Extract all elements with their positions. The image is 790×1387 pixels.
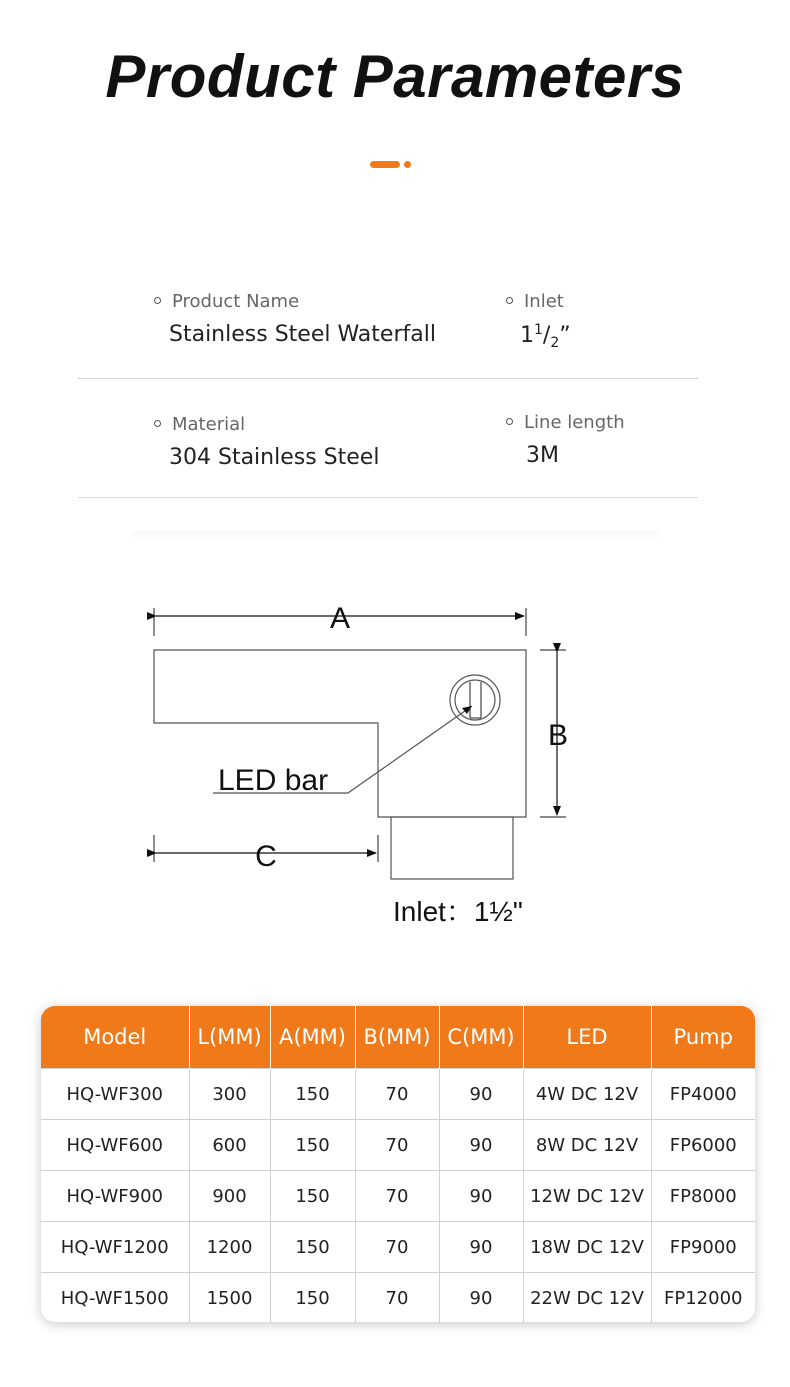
accent-dot [404, 161, 411, 168]
param-line-length [506, 412, 625, 468]
parameters-table [41, 1006, 755, 1322]
cell-b: 70 [355, 1171, 439, 1222]
cell-model: HQ-WF300 [41, 1069, 189, 1120]
table-row [41, 1120, 755, 1171]
inlet-mark: ” [559, 323, 571, 348]
cell-b: 70 [355, 1273, 439, 1323]
inlet-numerator: 1 [534, 322, 543, 338]
cell-l: 600 [189, 1120, 270, 1171]
cell-pump: FP6000 [651, 1120, 755, 1171]
inlet-denominator: 2 [550, 335, 560, 351]
table-row [41, 1069, 755, 1120]
param-material [154, 414, 379, 470]
cell-led: 4W DC 12V [523, 1069, 651, 1120]
dimension-diagram [0, 580, 790, 950]
param-label: Line length [506, 412, 625, 433]
dimension-c-label: C [255, 840, 277, 873]
cell-b: 70 [355, 1120, 439, 1171]
header-b-mm: B(MM) [355, 1006, 439, 1069]
cell-pump: FP4000 [651, 1069, 755, 1120]
cell-c: 90 [439, 1171, 523, 1222]
cell-l: 1200 [189, 1222, 270, 1273]
param-label: Product Name [154, 291, 436, 312]
cell-a: 150 [270, 1171, 355, 1222]
accent-bar [370, 161, 400, 168]
cell-c: 90 [439, 1273, 523, 1323]
divider [78, 497, 698, 498]
dimension-a-label: A [329, 602, 351, 635]
cell-a: 150 [270, 1273, 355, 1323]
cell-model: HQ-WF1200 [41, 1222, 189, 1273]
header-model: Model [41, 1006, 189, 1069]
section-shadow [130, 531, 660, 543]
cell-pump: FP9000 [651, 1222, 755, 1273]
param-inlet [506, 291, 571, 351]
divider [78, 378, 698, 379]
inlet-slash: / [542, 323, 551, 348]
cell-b: 70 [355, 1222, 439, 1273]
cell-model: HQ-WF900 [41, 1171, 189, 1222]
table-row [41, 1273, 755, 1323]
header-a-mm: A(MM) [270, 1006, 355, 1069]
cell-c: 90 [439, 1069, 523, 1120]
inlet-size-label: Inlet：1½" [393, 896, 523, 927]
param-label: Material [154, 414, 379, 435]
cell-b: 70 [355, 1069, 439, 1120]
cell-c: 90 [439, 1120, 523, 1171]
led-bar-label: LED bar [218, 764, 329, 797]
cell-l: 900 [189, 1171, 270, 1222]
dimension-b-label: B [547, 719, 569, 752]
cell-led: 22W DC 12V [523, 1273, 651, 1323]
param-product-name [154, 291, 436, 347]
table-header-row [41, 1006, 755, 1069]
param-label: Inlet [506, 291, 571, 312]
cell-a: 150 [270, 1120, 355, 1171]
cell-l: 300 [189, 1069, 270, 1120]
cell-led: 12W DC 12V [523, 1171, 651, 1222]
page-title: Product Parameters [105, 43, 685, 110]
param-value [520, 322, 571, 351]
cell-a: 150 [270, 1222, 355, 1273]
header-pump: Pump [651, 1006, 755, 1069]
header-led: LED [523, 1006, 651, 1069]
cell-a: 150 [270, 1069, 355, 1120]
cell-led: 8W DC 12V [523, 1120, 651, 1171]
cell-model: HQ-WF600 [41, 1120, 189, 1171]
cell-model: HQ-WF1500 [41, 1273, 189, 1323]
cell-pump: FP12000 [651, 1273, 755, 1323]
cell-pump: FP8000 [651, 1171, 755, 1222]
cell-l: 1500 [189, 1273, 270, 1323]
table-row [41, 1171, 755, 1222]
header-l-mm: L(MM) [189, 1006, 270, 1069]
inlet-whole: 1 [520, 323, 534, 348]
cell-led: 18W DC 12V [523, 1222, 651, 1273]
param-value: 304 Stainless Steel [169, 445, 380, 470]
cell-c: 90 [439, 1222, 523, 1273]
param-value: Stainless Steel Waterfall [169, 322, 436, 347]
table-row [41, 1222, 755, 1273]
param-value: 3M [526, 443, 559, 468]
header-c-mm: C(MM) [439, 1006, 523, 1069]
